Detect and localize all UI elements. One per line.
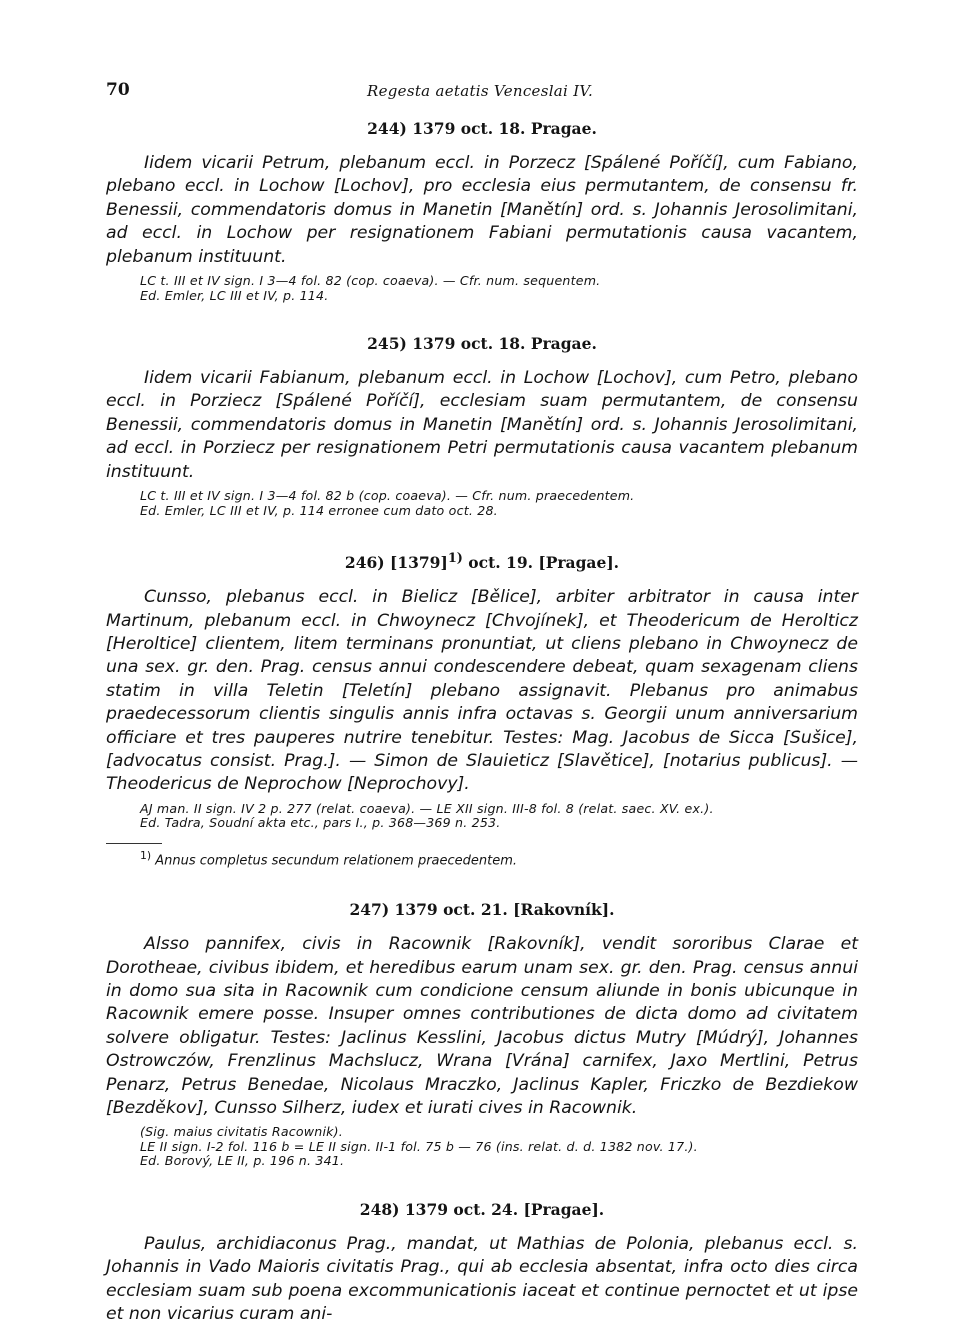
entry-heading: [106, 548, 858, 574]
entry-247: [106, 899, 858, 1169]
entry-source-line: LC t. III et IV sign. I 3—4 fol. 82 b (cop. coaeva). — Cfr. num. praecedentem.: [140, 488, 635, 504]
entry-text: Iidem vicarii Petrum, plebanum eccl. in Porzecz [Spálené Poříčí], cum Fabiano, plebano eccl. in Lochow [Lochov], pro ecclesia eius permutantem, de consensu fr. Benessii, commendatoris domus in Manetin [Manětín] ord. s. Johannis Jerosolimitani, ad eccl. in Lochow per resignationem Fabiani permutationis causa vacantem, plebanum instituunt.: [106, 153, 858, 267]
page-content: [106, 118, 858, 1332]
entry-source-line: Ed. Emler, LC III et IV, p. 114.: [140, 287, 329, 303]
footnote-divider: [106, 843, 162, 844]
entry-246: [106, 548, 858, 869]
entry-heading: 247) 1379 oct. 21. [Rakovník].: [349, 900, 615, 920]
entry-heading: 245) 1379 oct. 18. Pragae.: [367, 334, 597, 354]
section-gap: [106, 1169, 858, 1199]
entry-heading-main: 246) [1379]: [344, 553, 448, 573]
section-gap: [106, 303, 858, 333]
entry-source-line: LC t. III et IV sign. I 3—4 fol. 82 (cop. coaeva). — Cfr. num. sequentem.: [140, 273, 601, 289]
running-title: Regesta aetatis Venceslai IV.: [366, 82, 594, 100]
entry-245: [106, 333, 858, 518]
page-header: [106, 80, 854, 104]
section-gap: [106, 518, 858, 548]
entry-source-line: AJ man. II sign. IV 2 p. 277 (relat. coaeva). — LE XII sign. III-8 fol. 8 (relat. saec. XV. ex.).: [140, 800, 714, 816]
entry-244: [106, 118, 858, 303]
entry-text: Cunsso, plebanus eccl. in Bielicz [Bělice], arbiter arbitrator in causa inter Martinum, plebanum eccl. in Chwoynecz [Chvojínek], et Theodericum de Herolticz [Heroltice] clientem, litem terminans pronuntiat, ut cliens plebano in Chwoynecz de una sex. gr. den. Prag. census annui condescendere debeat, quam sexagenam cliens statim in villa Teletin [Teletín] plebano assignavit. Plebanus pro animabus praedecessorum clientis singulis annis infra octavas s. Georgii unum anniversarium officiare et tres pauperes nutrire tenebitur. Testes: Mag. Jacobus de Sicca [Sušice], [advocatus consist. Prag.]. — Simon de Slauieticz [Slavětice], [notarius publicus]. — Theodericus de Neprochow [Neprochovy].: [106, 587, 858, 795]
entry-source-line: (Sig. maius civitatis Racownik).: [140, 1124, 343, 1140]
entry-source-line: Ed. Emler, LC III et IV, p. 114 erronee cum dato oct. 28.: [140, 502, 498, 518]
entry-248: [106, 1199, 858, 1327]
entry-source-line: LE II sign. I-2 fol. 116 b = LE II sign. II-1 fol. 75 b — 76 (ins. relat. d. d. 1382 nov. 17.).: [140, 1138, 698, 1154]
entry-heading: 248) 1379 oct. 24. [Pragae].: [359, 1199, 605, 1219]
section-gap: [106, 869, 858, 899]
entry-text: Iidem vicarii Fabianum, plebanum eccl. in Lochow [Lochov], cum Petro, plebano eccl. in Porziecz [Spálené Poříčí], ecclesiam suam permutantem, de consensu Benessii, commendatoris domus in Manetin [Manětín] ord. s. Johannis Jerosolimitani, ad eccl. in Porziecz per resignationem Petri permutationis causa vacantem plebanum instituunt.: [106, 368, 858, 482]
footnote-mark: 1): [140, 848, 152, 862]
entry-text: Paulus, archidiaconus Prag., mandat, ut Mathias de Polonia, plebanus eccl. s. Johannis in Vado Maioris civitatis Prag., qui ab ecclesia absentat, infra octo dies circa ecclesiam suam sub poena excommunicationis iaceat et continue pernoctet et ut ipse et non vicarius curam ani-: [106, 1233, 858, 1325]
entry-text: Alsso pannifex, civis in Racownik [Rakovník], vendit sororibus Clarae et Dorotheae, civibus ibidem, et heredibus earum unam sex. gr. den. Prag. census annui in domo sua sita in Racownik cum condicione censum aliunde in bonis ubicunque in Racownik emere posse. Insuper omnes contributiones de dicta domo ad civitatem solvere obligatur. Testes: Jaclinus Kesslini, Jacobus dictus Mutry [Múdrý], Johannes Ostrowczów, Frenzlinus Machslucz, Wrana [Vrána] carnifex, Jaxo Mertlini, Petrus Penarz, Petrus Benedae, Nicolaus Mraczko, Jaclinus Kapler, Friczko de Bezdiekow [Bezděkov], Cunsso Silherz, iudex et iurati cives in Racownik.: [106, 934, 858, 1119]
footnote-reference: 1): [447, 551, 463, 567]
footnote: [140, 848, 858, 869]
entry-source-line: Ed. Borový, LE II, p. 196 n. 341.: [140, 1153, 345, 1169]
entry-source-line: Ed. Tadra, Soudní akta etc., pars I., p. 368—369 n. 253.: [140, 815, 501, 831]
entry-heading-rest: oct. 19. [Pragae].: [462, 553, 620, 573]
page-number: 70: [106, 80, 130, 100]
footnote-text: Annus completus secundum relationem praecedentem.: [151, 853, 518, 869]
entry-heading: 244) 1379 oct. 18. Pragae.: [367, 119, 597, 138]
